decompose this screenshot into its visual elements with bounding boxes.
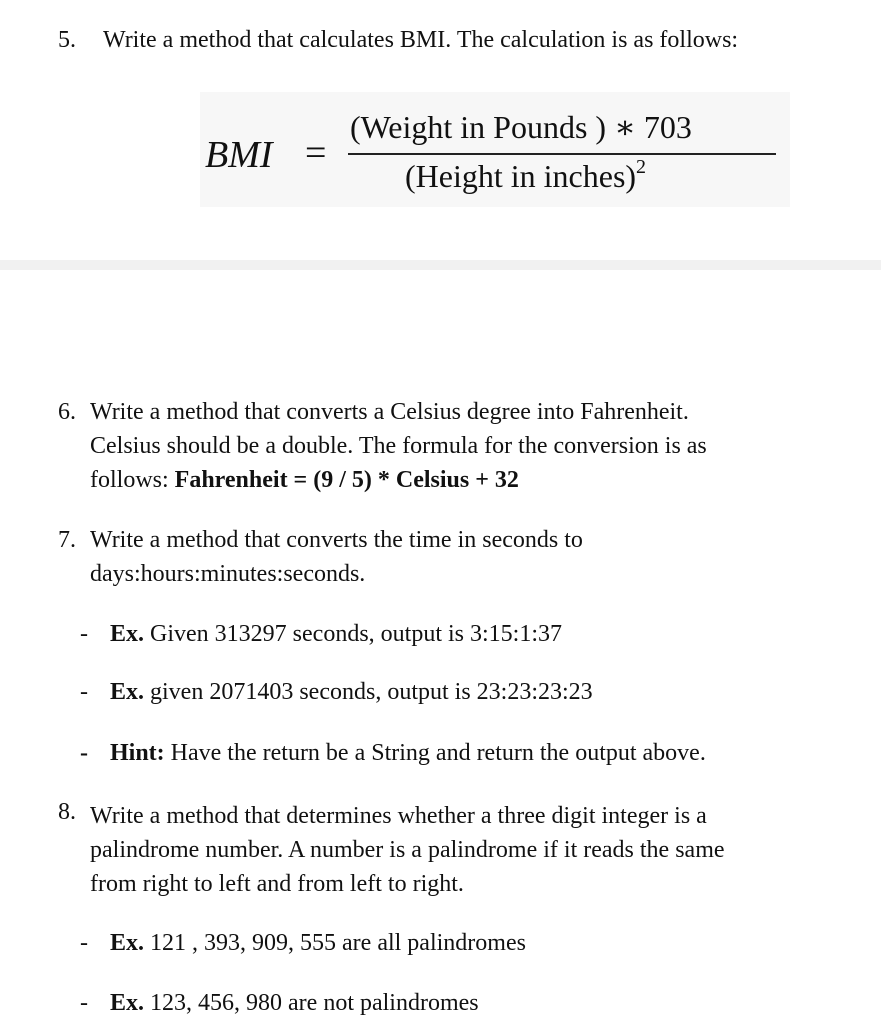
item-5-text: Write a method that calculates BMI. The calculation is as follows: [103, 27, 739, 53]
bullet-dash: - [80, 930, 88, 956]
bullet-label: Ex. [110, 679, 145, 705]
bullet-text: 121 , 393, 909, 555 are all palindromes [144, 930, 526, 956]
item-5-number: 5. [58, 27, 76, 53]
item-6-line-3-prefix: follows: [90, 467, 175, 493]
item-8-bullet-1 [110, 927, 526, 959]
fahrenheit-formula: Fahrenheit = (9 / 5) * Celsius + 32 [174, 467, 519, 493]
item-8-bullet-2 [110, 987, 479, 1019]
item-6-line-2: Celsius should be a double. The formula for the conversion is as [90, 433, 707, 459]
item-6-line-3 [90, 464, 519, 496]
item-7-number: 7. [58, 527, 76, 553]
bullet-text: Given 313297 seconds, output is 3:15:1:37 [144, 621, 562, 647]
bmi-formula-fraction-bar [348, 153, 776, 155]
item-8-line-2: palindrome number. A number is a palindrome if it reads the same [90, 837, 725, 863]
bullet-dash: - [80, 740, 88, 766]
section-divider [0, 260, 881, 270]
item-8-line-3: from right to left and from left to right. [90, 871, 464, 897]
item-7-bullet-2 [110, 676, 593, 708]
bullet-label: Hint: [110, 740, 165, 766]
bmi-formula-lhs: BMI [205, 134, 273, 176]
bmi-formula-denominator [405, 158, 646, 195]
bmi-formula-exponent: 2 [636, 156, 647, 178]
bmi-formula-denominator-base: (Height in inches) [405, 158, 637, 194]
bullet-text: given 2071403 seconds, output is 23:23:23:23 [144, 679, 593, 705]
bullet-dash: - [80, 990, 88, 1016]
bullet-label: Ex. [110, 930, 145, 956]
item-7-bullet-1 [110, 618, 562, 650]
item-6-line-1: Write a method that converts a Celsius degree into Fahrenheit. [90, 399, 689, 425]
bullet-label: Ex. [110, 990, 145, 1016]
bullet-text: 123, 456, 980 are not palindromes [144, 990, 479, 1016]
item-8-line-1: Write a method that determines whether a three digit integer is a [90, 803, 707, 829]
bullet-text: Have the return be a String and return the output above. [164, 740, 706, 766]
bullet-dash: - [80, 679, 88, 705]
bmi-formula-equals: = [305, 132, 327, 174]
item-6-number: 6. [58, 399, 76, 425]
item-8-number: 8. [58, 799, 76, 825]
bullet-dash: - [80, 621, 88, 647]
bmi-formula-numerator: (Weight in Pounds ) ∗ 703 [350, 109, 692, 145]
bullet-label: Ex. [110, 621, 145, 647]
item-7-line-2: days:hours:minutes:seconds. [90, 561, 366, 587]
item-7-line-1: Write a method that converts the time in seconds to [90, 527, 583, 553]
item-7-hint [110, 737, 706, 769]
